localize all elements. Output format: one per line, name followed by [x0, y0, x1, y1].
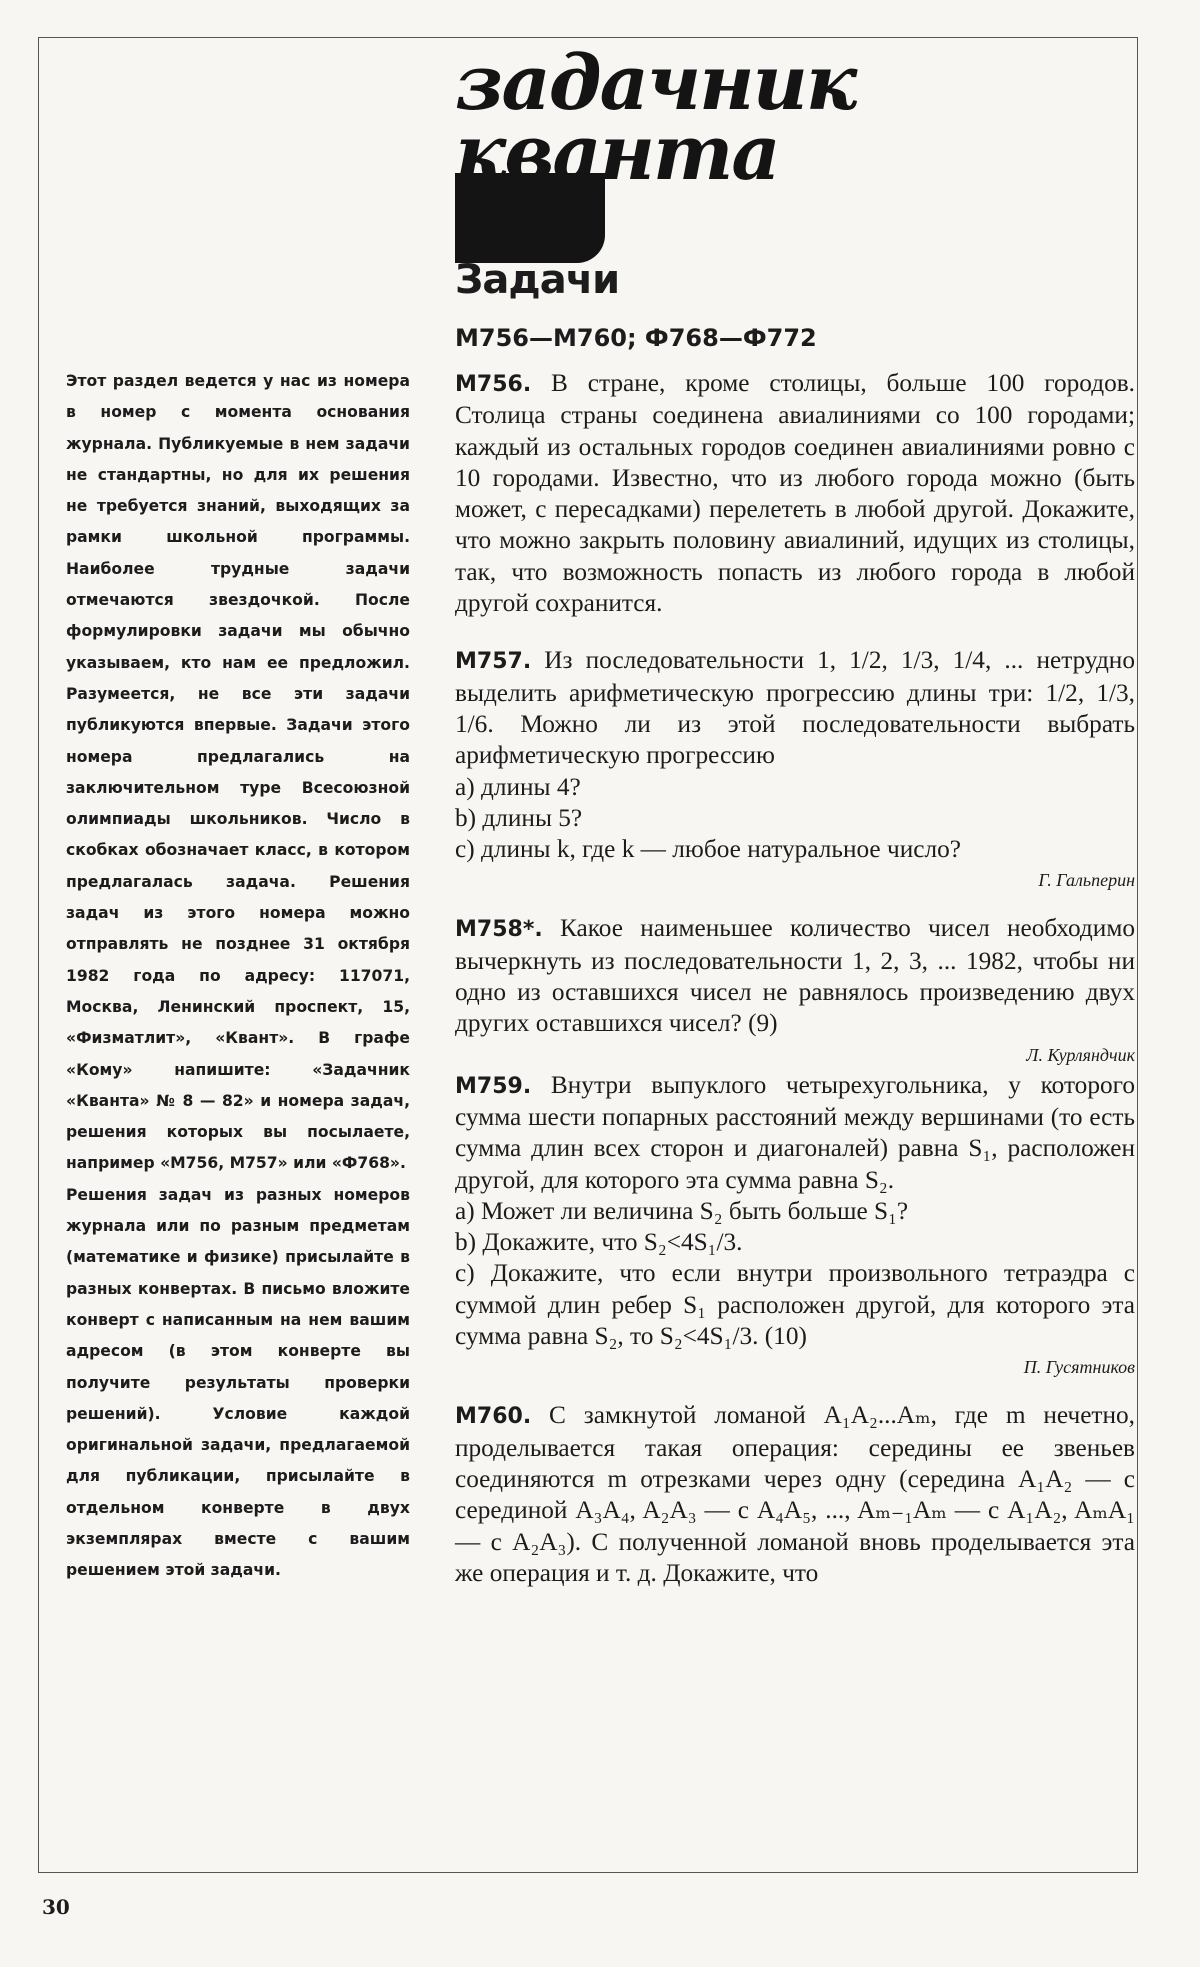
- sidebar-intro: [66, 366, 410, 1587]
- problem-m757: [455, 645, 1135, 865]
- problem-range: М756—М760; Ф768—Ф772: [455, 324, 817, 352]
- problem-text: В стране, кроме столицы, больше 100 городов. Столица страны соединена авиалиниями со 100 городами; каждый из остальных городов соединен авиалиниями ровно с 10 городами. Известно, что из любого города можно (быть может, с пересадками) перелететь в любой другой. Докажите, что можно закрыть половину авиалиний, идущих из столицы, так, что возможность попасть из любого города в любой другой сохранится.: [455, 369, 1135, 618]
- sidebar-paragraph-2: Решения задач из разных номеров журнала или по разным предметам (математике и физике) присылайте в разных конвертах. В письмо вложите конверт с написанным на нем вашим адресом (в этом конверте вы получите результаты проверки решений). Условие каждой оригинальной задачи, предлагаемой для публикации, присылайте в отдельном конверте в двух экземплярах вместе с вашим решением этой задачи.: [66, 1185, 410, 1580]
- problem-m758: [455, 913, 1135, 1039]
- problem-m760: [455, 1400, 1135, 1589]
- sidebar-paragraph-1: Этот раздел ведется у нас из номера в номер с момента основания журнала. Публикуемые в нем задачи не стандартны, но для их решения не требуется знаний, выходящих за рамки школьной программы. Наиболее трудные задачи отмечаются звездочкой. После формулировки задачи мы обычно указываем, кто нам ее предложил. Разумеется, не все эти задачи публикуются впервые. Задачи этого номера предлагались на заключительном туре Всесоюзной олимпиады школьников. Число в скобках обозначает класс, в котором предлагалась задача. Решения задач из этого номера можно отправлять не позднее 31 октября 1982 года по адресу: 117071, Москва, Ленинский проспект, 15, «Физматлит», «Квант». В графе «Кому» напишите: «Задачник «Кванта» № 8 — 82» и номера задач, решения которых вы посылаете, например «М756, М757» или «Ф768».: [66, 372, 410, 1173]
- problem-text: Внутри выпуклого четырехугольника, у которого сумма шести попарных расстояний между вершинами (то есть сумма длин всех сторон и диагоналей) равна S₁, расположен другой, для которого эта сумма равна S₂.: [455, 1070, 1136, 1194]
- page-number: 30: [42, 1895, 70, 1919]
- author: Л. Курляндчик: [1026, 1044, 1135, 1065]
- option-c: c) Докажите, что если внутри произвольного тетраэдра с суммой длин ребер S₁ расположен другой, для которого эта сумма равна S₂, то S₂<4S₁/3. (10): [455, 1259, 1135, 1351]
- option-b: b) длины 5?: [455, 803, 583, 832]
- problem-m756: [455, 368, 1135, 619]
- problem-id: М756.: [455, 372, 532, 397]
- author: Г. Гальперин: [1038, 870, 1135, 891]
- problem-id: М759.: [455, 1073, 532, 1099]
- option-c: c) длины k, где k — любое натуральное число?: [455, 835, 961, 864]
- problem-text: Какое наименьшее количество чисел необходимо вычеркнуть из последовательности 1, 2, 3, ... 1982, чтобы ни одно из оставшихся чисел не равнялось произведению двух других оставшихся чисел? (9): [455, 914, 1135, 1038]
- problem-text: Из последовательности 1, 1/2, 1/3, 1/4, ... нетрудно выделить арифметическую прогрессию длины три: 1/2, 1/3, 1/6. Можно ли из этой последовательности выбрать арифметическую прогрессию: [455, 646, 1135, 770]
- section-title: Задачи: [455, 257, 620, 303]
- problem-id: М760.: [455, 1404, 532, 1430]
- problem-text: С замкнутой ломаной A₁A₂...Aₘ, где m нечетно, проделывается такая операция: середины ее звеньев соединяются m отрезками через одну (середина A₁A₂ — с серединой A₃A₄, A₂A₃ — с A₄A₅, ..., Aₘ₋₁Aₘ — с A₁A₂, AₘA₁ — с A₂A₃). С полученной ломаной вновь проделывается эта же операция и т. д. Докажите, что: [455, 1401, 1136, 1587]
- option-b: b) Докажите, что S₂<4S₁/3.: [455, 1228, 743, 1257]
- logo-line-1: задачник: [455, 38, 856, 127]
- problem-m759: [455, 1070, 1135, 1353]
- logo-line-2: кванта: [455, 108, 779, 197]
- kvant-logo: [455, 38, 856, 245]
- author: П. Гусятников: [1023, 1357, 1135, 1378]
- option-a: a) Может ли величина S₂ быть больше S₁?: [455, 1196, 909, 1225]
- problem-id: М758*.: [455, 917, 543, 943]
- problems-column: [455, 368, 1135, 1589]
- option-a: a) длины 4?: [455, 772, 581, 801]
- problem-id: М757.: [455, 649, 532, 675]
